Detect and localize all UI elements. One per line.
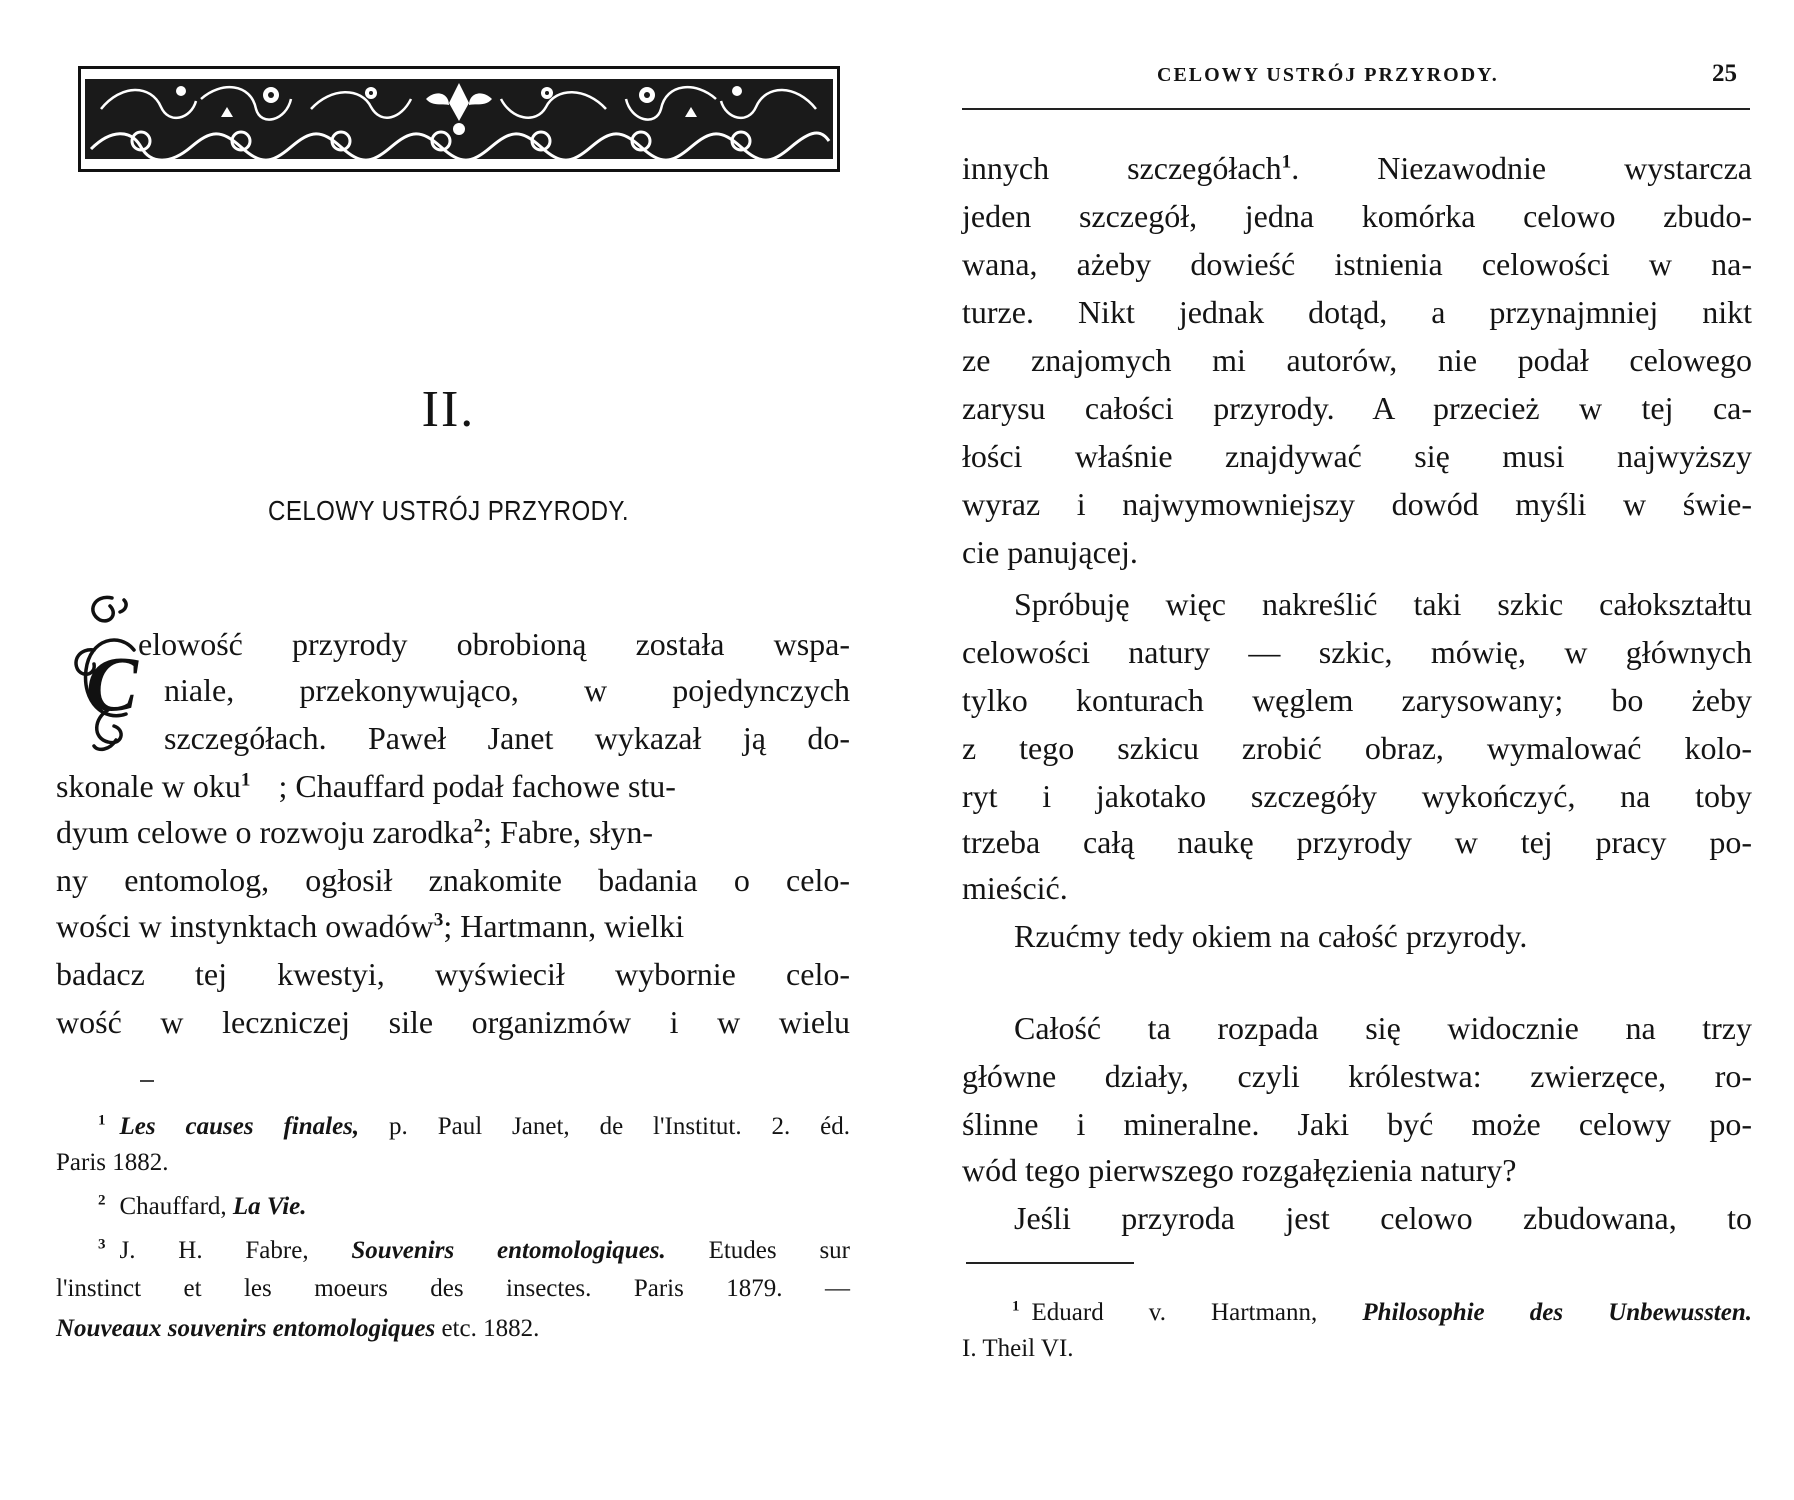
body-line: celowości natury — szkic, mówię, w głównych xyxy=(962,634,1752,670)
body-line: ny entomolog, ogłosił znakomite badania o celo- xyxy=(56,862,850,898)
body-line: tylko konturach węglem zarysowany; bo żeby xyxy=(962,682,1752,718)
body-line: trzeba całą naukę przyrody w tej pracy po- xyxy=(962,824,1752,860)
body-line: łości właśnie znajdywać się musi najwyższy xyxy=(962,438,1752,474)
body-line: badacz tej kwestyi, wyświecił wybornie celo- xyxy=(56,956,850,992)
footnote-3-line3: Nouveaux souvenirs entomologiques etc. 1882. xyxy=(56,1315,540,1342)
body-line-text: ; Hartmann, wielki xyxy=(443,908,685,944)
footnote-separator xyxy=(966,1262,1134,1264)
body-line: mieścić. xyxy=(962,870,1068,906)
body-line: cie panującej. xyxy=(962,534,1138,570)
body-line-text: innych szczegółach xyxy=(962,150,1282,186)
footnote-3-line2: l'instinct et les moeurs des insectes. Paris 1879. — xyxy=(56,1275,850,1302)
body-line-text: wości w instynktach owadów xyxy=(56,908,434,944)
body-line: Spróbuję więc nakreślić taki szkic całokształtu xyxy=(1014,586,1752,622)
footnote-1-line2: I. Theil VI. xyxy=(962,1335,1074,1362)
body-line: wyraz i najwymowniejszy dowód myśli w świe- xyxy=(962,486,1752,522)
body-line: wość w leczniczej sile organizmów i w wielu xyxy=(56,1004,850,1040)
footnote-1-line2: Paris 1882. xyxy=(56,1149,169,1176)
running-head: CELOWY USTRÓJ PRZYRODY. xyxy=(1157,64,1499,86)
ornament-engraving xyxy=(81,69,837,169)
page-number: 25 xyxy=(1712,60,1737,87)
body-line: elowość przyrody obrobioną została wspa- xyxy=(138,626,850,662)
body-line: turze. Nikt jednak dotąd, a przynajmniej nikt xyxy=(962,294,1752,330)
body-line: Całość ta rozpada się widocznie na trzy xyxy=(1014,1010,1752,1046)
body-line: niale, przekonywująco, w pojedynczych xyxy=(164,672,850,708)
footnote-1: $^1$ Eduard v. Hartmann, Philosophie des Unbewussten. xyxy=(1012,1298,1752,1326)
body-line: główne działy, czyli królestwa: zwierzęce, ro- xyxy=(962,1058,1752,1094)
chapter-number: II. xyxy=(421,381,476,438)
body-line-text: ; Chauffard podał fachowe stu- xyxy=(278,768,676,804)
footnote-2: $^2$ Chauffard, La Vie. xyxy=(98,1192,307,1220)
footnote-title: Nouveaux souvenirs entomologiques xyxy=(56,1315,436,1342)
footnote-title: Souvenirs entomologiques. xyxy=(351,1237,666,1264)
footnote-mark: 3 xyxy=(98,1236,106,1253)
body-line: zarysu całości przyrody. A przecież w tej ca- xyxy=(962,390,1752,426)
body-line xyxy=(56,812,850,852)
footnote-ref: 1 xyxy=(1281,151,1292,173)
initial-letter: C xyxy=(86,640,139,727)
body-line: ze znajomych mi autorów, nie podał celowego xyxy=(962,342,1752,378)
footnote-title: La Vie. xyxy=(232,1193,307,1220)
body-line: Jeśli przyroda jest celowo zbudowana, to xyxy=(1014,1200,1752,1236)
body-line xyxy=(56,906,850,946)
body-line-text: dyum celowe o rozwoju zarodka xyxy=(56,814,474,850)
body-line xyxy=(56,766,850,806)
body-line: wód tego pierwszego rozgałęzienia natury? xyxy=(962,1152,1517,1188)
body-line-text: . Niezawodnie wystarcza xyxy=(1291,150,1753,186)
body-line: Rzućmy tedy okiem na całość przyrody. xyxy=(1014,918,1528,954)
body-line xyxy=(962,148,1752,188)
footnote-title: Les causes finales, xyxy=(119,1113,360,1140)
footnote-ref: 1 xyxy=(240,769,251,791)
footnote-1: $^1$ Les causes finales, p. Paul Janet, de l'Institut. 2. éd. xyxy=(98,1112,850,1140)
ornamental-headpiece xyxy=(78,66,840,172)
footnote-3: $^3$ J. H. Fabre, Souvenirs entomologiques. Etudes sur xyxy=(98,1236,850,1264)
decorative-initial-c xyxy=(64,590,150,758)
header-rule xyxy=(962,108,1750,110)
footnote-ref: 3 xyxy=(433,909,444,931)
body-line: jeden szczegół, jedna komórka celowo zbudo- xyxy=(962,198,1752,234)
body-line: wana, ażeby dowieść istnienia celowości w na- xyxy=(962,246,1752,282)
footnote-mark: 1 xyxy=(98,1112,106,1129)
body-line: szczegółach. Paweł Janet wykazał ją do- xyxy=(164,720,850,756)
footnote-separator xyxy=(140,1080,154,1082)
body-line-text: ; Fabre, słyn- xyxy=(483,814,653,850)
footnote-ref: 2 xyxy=(473,815,484,837)
footnote-mark: 2 xyxy=(98,1192,106,1209)
body-line: ślinne i mineralne. Jaki być może celowy po- xyxy=(962,1106,1752,1142)
body-line-text: skonale w oku xyxy=(56,768,241,804)
body-line: z tego szkicu zrobić obraz, wymalować kolo- xyxy=(962,730,1752,766)
chapter-title: CELOWY USTRÓJ PRZYRODY. xyxy=(268,495,629,526)
body-line: ryt i jakotako szczegóły wykończyć, na toby xyxy=(962,778,1752,814)
footnote-title: Philosophie des Unbewussten. xyxy=(1362,1299,1752,1326)
footnote-mark: 1 xyxy=(1012,1298,1020,1315)
